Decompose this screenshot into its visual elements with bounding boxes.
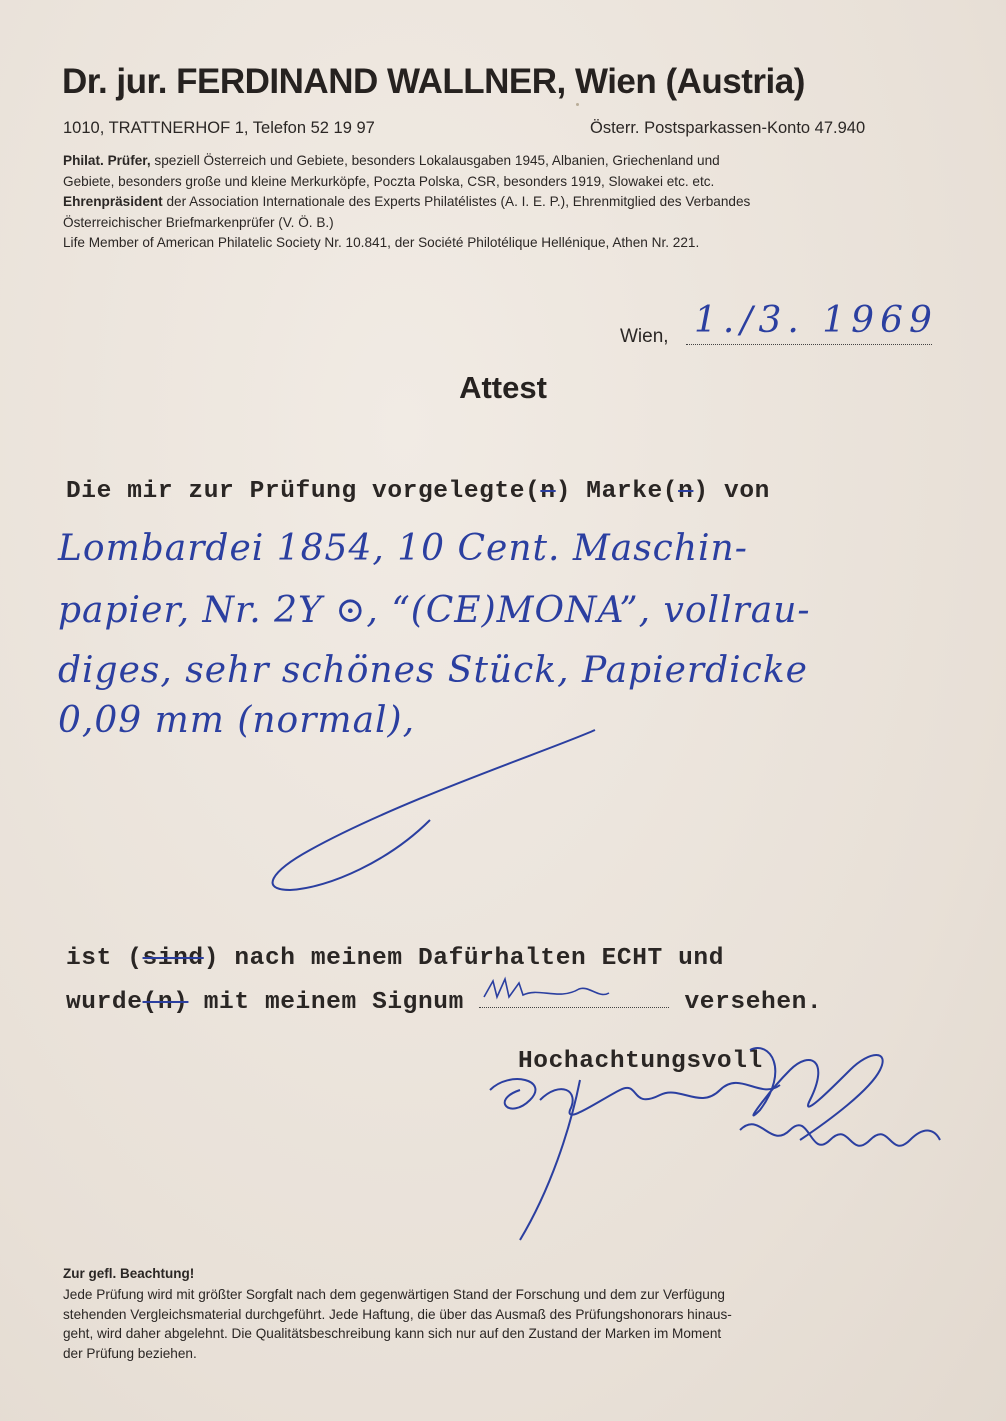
- credentials-line-5: Life Member of American Philatelic Society Nr. 10.841, der Société Philotélique Hellénique, Athen Nr. 221.: [63, 235, 700, 250]
- letterhead-credentials: [63, 151, 943, 254]
- note-line: geht, wird daher abgelehnt. Die Qualitätsbeschreibung kann sich nur auf den Zustand der Marken im Moment: [63, 1326, 722, 1341]
- signum-field: [479, 985, 669, 1008]
- ink-blot: [576, 103, 579, 106]
- struck-plural-3: (n): [142, 989, 189, 1016]
- closing-flourish: [250, 720, 610, 900]
- struck-plural-2: n: [678, 478, 694, 505]
- closing-salutation: Hochachtungsvoll: [518, 1048, 763, 1075]
- signum-signature-icon: [479, 975, 669, 1009]
- description-line-1: Lombardei 1854, 10 Cent. Maschin-: [58, 528, 748, 569]
- letterhead-account: Österr. Postsparkassen-Konto 47.940: [590, 119, 866, 137]
- credentials-text-3: der Association Internationale des Experts Philatélistes (A. I. E. P.), Ehrenmitglied des Verbandes: [162, 194, 751, 209]
- typed-line-2: [66, 945, 724, 972]
- note-line: Jede Prüfung wird mit größter Sorgfalt nach dem gegenwärtigen Stand der Forschung und dem zur Verfügung: [63, 1287, 725, 1302]
- typed-text-2b: ) nach meinem Dafürhalten ECHT und: [203, 945, 725, 972]
- page-title: Attest: [459, 370, 547, 405]
- credentials-title-1: Philat. Prüfer,: [63, 153, 151, 168]
- note-line: der Prüfung beziehen.: [63, 1345, 197, 1361]
- date-underline: [686, 344, 932, 345]
- credentials-text-1: speziell Österreich und Gebiete, besonders Lokalausgaben 1945, Albanien, Griechenland und: [150, 153, 720, 168]
- struck-sind: sind: [142, 945, 204, 972]
- typed-text-2a: ist (: [66, 945, 143, 972]
- letterhead-address: 1010, TRATTNERHOF 1, Telefon 52 19 97: [63, 119, 375, 137]
- description-line-2: papier, Nr. 2Y ⊙, “(CE)MONA”, vollrau-: [58, 590, 811, 631]
- typed-text-1c: ) von: [693, 478, 770, 505]
- note-line: stehenden Vergleichsmaterial durchgeführt. Jede Haftung, die über das Ausmaß des Prüfungshonorars hinaus-: [63, 1306, 732, 1322]
- description-line-4: 0,09 mm (normal),: [58, 700, 416, 741]
- typed-text-3c: versehen.: [669, 989, 823, 1016]
- handwritten-signature: [470, 1030, 950, 1250]
- typed-line-1: [66, 478, 770, 505]
- typed-text-1b: ) Marke(: [555, 478, 679, 505]
- place-date-field: [620, 300, 940, 350]
- note-body: [63, 1285, 943, 1363]
- credentials-line-4: Österreichischer Briefmarkenprüfer (V. Ö. B.): [63, 214, 334, 230]
- credentials-line-2: Gebiete, besonders große und kleine Merkurköpfe, Poczta Polska, CSR, besonders 1919, Slowakei etc. etc.: [63, 173, 715, 189]
- typed-text-1a: Die mir zur Prüfung vorgelegte(: [66, 478, 541, 505]
- credentials-line-3: [63, 192, 943, 213]
- struck-plural-1: n: [540, 478, 556, 505]
- handwritten-date: 1./3. 1969: [694, 300, 938, 341]
- description-line-3: diges, sehr schönes Stück, Papierdicke: [58, 650, 808, 691]
- credentials-line-1: [63, 151, 943, 172]
- typed-line-3: [66, 985, 822, 1016]
- note-heading: Zur gefl. Beachtung!: [63, 1266, 195, 1281]
- typed-text-3a: wurde: [66, 989, 143, 1016]
- typed-text-3b: mit meinem Signum: [188, 989, 464, 1016]
- letterhead-name: Dr. jur. FERDINAND WALLNER, Wien (Austria): [62, 62, 805, 101]
- place-label: Wien,: [620, 326, 669, 347]
- credentials-title-2: Ehrenpräsident: [63, 194, 163, 209]
